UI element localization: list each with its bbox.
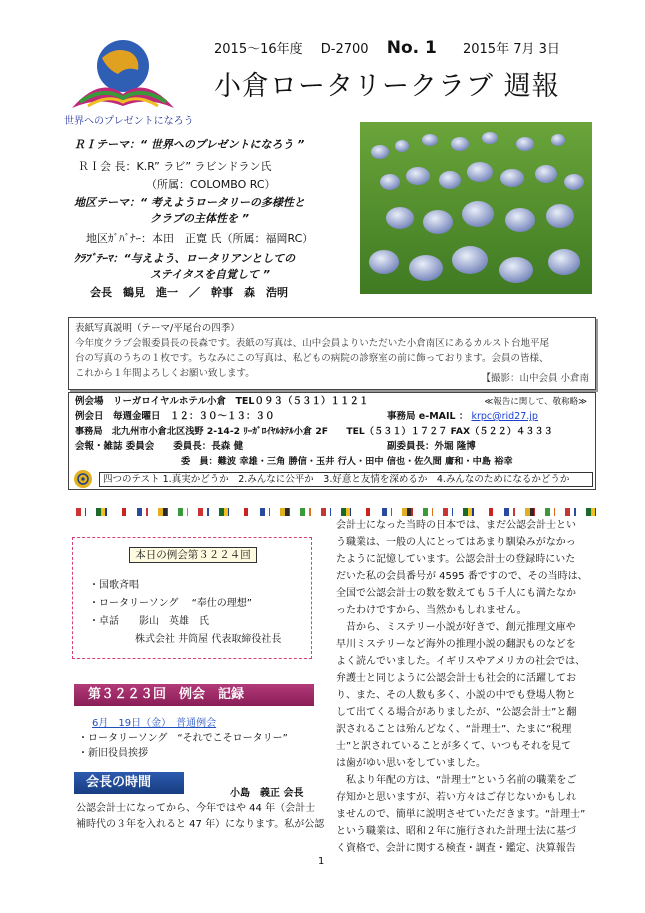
flag-icon [280,508,290,516]
record-item: ・新旧役員挨拶 [78,748,148,759]
today-meeting-box [72,537,312,659]
flag-icon [198,508,208,516]
district-code: D-2700 [320,42,369,57]
body-line: して出てくる場合がありましたが、“公認会計士”と翻 [336,707,577,718]
ri-president: ＲＩ会 長：K.R” ラビ” ラビンドラン氏 [78,160,272,173]
today-item: ・国歌斉唱 [89,580,139,591]
body-line: 訳されることは殆んどなく、“計理士”、たまに“税理 [336,724,572,735]
club-theme-line2: ステイタスを自覚して ” [150,268,270,281]
flag-icon [158,508,168,516]
caption-line: 今年度クラブ会報委員長の長森です。表紙の写真は、山中会員よりいただいた小倉南区にあるカルスト台地平尾 [75,338,549,349]
flag-icon [443,508,453,516]
caption-line: 台の写真のうちの１枚です。ちなみにこの写真は、私どもの病院の診察室の前に飾っております。会員の皆様、 [75,353,549,364]
flag-icon [96,508,106,516]
flag-icon [565,508,575,516]
body-line: 士”と訳されていることが多くて、いつもそれを見て [336,741,571,752]
flag-icon [361,508,371,516]
body-line: たように記憶しています。公認会計士の登録時にいた [336,554,576,565]
body-line: ったわけですから、当然かもしれません。 [336,605,527,616]
body-line: という職業は、昭和２年に施行された計理士法に基づ [336,826,576,837]
issue-number: No. 1 [386,38,437,58]
issue-date: 2015年 7月 3日 [462,42,560,57]
issue-line [214,38,560,58]
email-link[interactable]: krpc@rid27.jp [471,411,538,422]
flag-icon [382,508,392,516]
body-line: 早川ミステリーなど海外の推理小説の翻訳ものなどを [336,639,576,650]
flag-icon [463,508,473,516]
committee-chair: 会報・雑誌 委員会 委員長：長森 健 [75,441,244,452]
flag-icon [423,508,433,516]
rotary-wheel-icon [73,469,93,489]
flag-icon [178,508,188,516]
caption-line: これから１年間よろしくお願い致します。 [75,368,255,379]
flag-row [76,508,596,518]
president-name: 小島 義正 会長 [230,788,304,799]
body-line: 存知かと思いますが、若い方々はご存じないかもしれ [336,792,576,803]
ri-theme: ＲＩテーマ：“ 世界へのプレゼントになろう ” [74,138,305,151]
photo-caption-box [68,317,596,390]
flag-icon [504,508,514,516]
body-line: ませんので、簡単に説明させていただきます。“計理士” [336,809,586,820]
committee-members: 委 員：難波 幸雄・三角 勝信・玉井 行人・田中 信也・佐久間 庸和・中島 裕幸 [181,456,513,467]
flag-icon [341,508,351,516]
flag-icon [137,508,147,516]
flag-icon [586,508,596,516]
flag-icon [239,508,249,516]
president-text-line: 補時代の３年を入れると 47 年）になります。私が公認 [76,819,325,830]
record-item: ・ロータリーソング “それでこそロータリー” [78,733,288,744]
president-section-header: 会長の時間 [74,772,184,794]
body-line: は歯がゆい思いをしていました。 [336,758,486,769]
flag-icon [525,508,535,516]
body-line: 昔から、ミステリー小説が好きで、創元推理文庫や [336,622,576,633]
flag-icon [484,508,494,516]
district-theme-line2: クラブの主体性を ” [150,212,249,225]
today-item: ・卓話 影山 英雄 氏 [89,616,209,627]
body-line: 私より年配の方は、“計理士”という名前の職業をご [336,775,577,786]
ri-president-org: （所属：COLOMBO RC） [146,178,276,191]
four-way-test: 四つのテスト 1.真実かどうか 2.みんなに公平か 3.好意と友情を深めるか 4.みんなのためになるかどうか [99,472,593,487]
today-item: 株式会社 井筒屋 代表取締役社長 [135,634,282,645]
cover-photo [360,122,592,294]
record-date: 6月 19日（金） 普通例会 [92,718,217,729]
body-line: り、また、その人数も多く、小説の中でも登場人物と [336,690,576,701]
flag-icon [402,508,412,516]
meeting-info-box [68,392,596,490]
meeting-day-line: 例会日 毎週金曜日 １２：３０～１３：３０ [75,411,275,422]
club-officers: 会長 鶴見 進一 ／ 幹事 森 浩明 [90,286,288,299]
page-number: 1 [318,856,325,867]
flag-icon [260,508,270,516]
email-line: 事務局 e-MAIL ： krpc@rid27.jp [387,411,538,422]
body-line: よく読んでいました。イギリスやアメリカの社会では、 [336,656,586,667]
today-item: ・ロータリーソング “奉仕の理想” [89,598,252,609]
motto-text: 世界へのプレゼントになろう [64,116,194,127]
body-line: く資格で、会計に関する検査・調査・鑑定、決算報告 [336,843,576,854]
record-section-header: 第３２２３回 例会 記録 [74,684,314,706]
caption-title: 表紙写真説明（テーマ/平尾台の四季） [75,323,240,334]
today-meeting-title: 本日の例会第３２２４回 [129,547,257,563]
flag-icon [545,508,555,516]
club-theme: ｸﾗﾌﾞﾃｰﾏ：“与えよう、ロータリアンとしての [74,252,296,265]
fiscal-year: 2015～16年度 [214,42,303,57]
body-line: 会計士になった当時の日本では、まだ公認会計士とい [336,520,576,531]
flag-icon [219,508,229,516]
page-title: 小倉ロータリークラブ 週報 [214,71,560,102]
venue-note: ≪報告に関して、敬称略≫ [484,397,587,407]
body-line: う職業は、一般の人にとってはあまり馴染みがなかっ [336,537,576,548]
president-text-line: 公認会計士になってから、今年ではや 44 年（会計士 [76,803,316,814]
club-logo [70,36,176,112]
photo-credit: 【撮影：山中会員 小倉南 [481,373,589,384]
venue-line: 例会場 リーガロイヤルホテル小倉 TEL０９３（５３１）１１２１ [75,396,369,407]
district-theme: 地区テーマ：“ 考えようロータリーの多様性と [74,196,305,209]
flag-icon [321,508,331,516]
committee-vice-chair: 副委員長：外堀 隆博 [387,441,476,452]
body-line: だいた私の会員番号が 4595 番ですので、その当時は、 [336,571,588,582]
body-line: 全国で公認会計士の数を数えても５千人にも満たなか [336,588,576,599]
flag-icon [76,508,86,516]
office-line: 事務局 北九州市小倉北区浅野 2-14-2 ﾘｰｶﾞﾛｲﾔﾙﾎﾃﾙ小倉 2F TEL（５３１）１７２７ FAX（５２２）４３３３ [75,426,553,437]
flag-icon [117,508,127,516]
district-governor: 地区ｶﾞﾊﾞﾅｰ：本田 正寛 氏（所属：福岡RC） [86,232,314,245]
flag-icon [300,508,310,516]
body-line: 弁護士と同じように公認会計士も社会的に活躍してお [336,673,576,684]
